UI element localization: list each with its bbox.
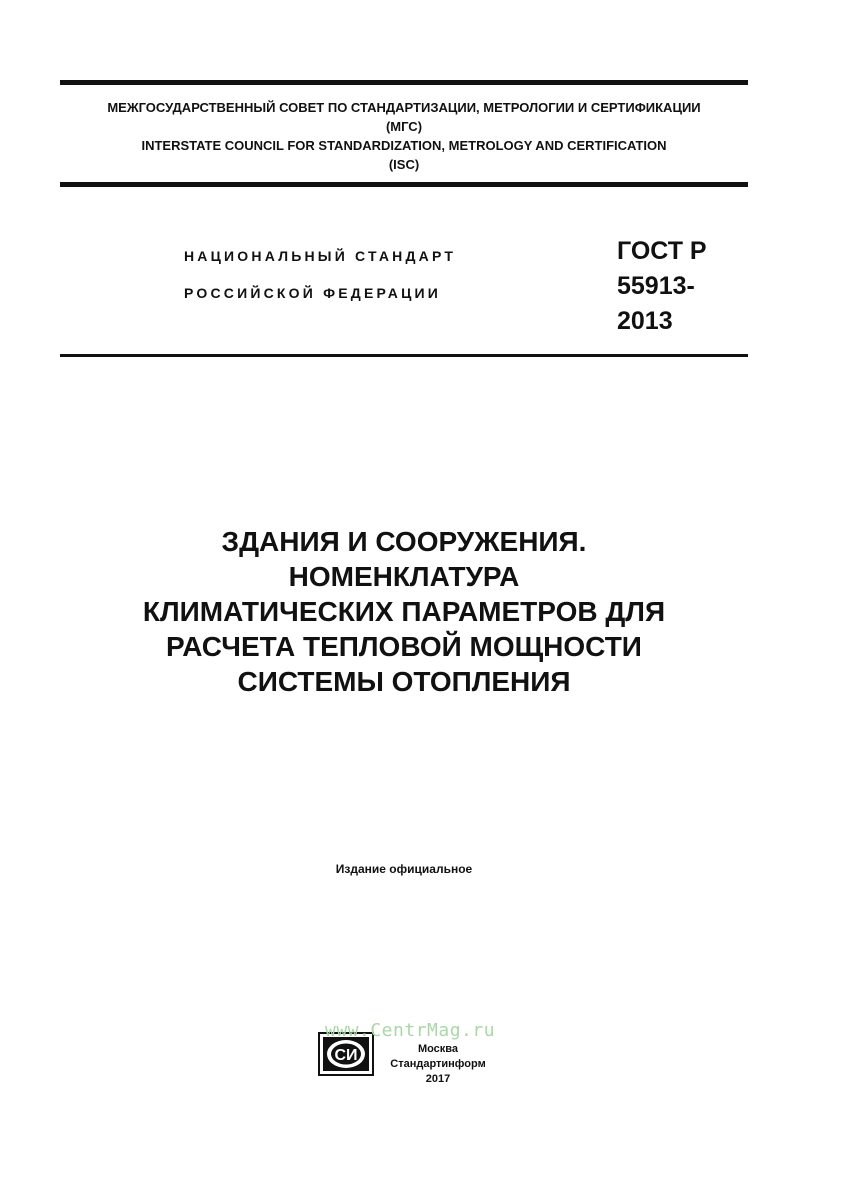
designation-line-2: 55913- bbox=[617, 272, 695, 300]
designation-line-1: ГОСТ Р bbox=[617, 237, 707, 265]
middle-rule bbox=[60, 182, 748, 187]
imprint-city: Москва bbox=[417, 1043, 459, 1055]
designation-line-3: 2013 bbox=[617, 307, 673, 335]
council-abbr-ru: (МГС) bbox=[385, 119, 423, 134]
council-abbr-en: (ISC) bbox=[388, 157, 420, 172]
title-line-2: НОМЕНКЛАТУРА bbox=[288, 561, 520, 592]
edition-note: Издание официальное bbox=[335, 862, 473, 876]
imprint-publisher: Стандартинформ bbox=[390, 1058, 486, 1070]
title-line-5: СИСТЕМЫ ОТОПЛЕНИЯ bbox=[237, 666, 571, 697]
title-line-1: ЗДАНИЯ И СООРУЖЕНИЯ. bbox=[221, 526, 587, 557]
bottom-rule bbox=[60, 354, 748, 357]
standard-designation bbox=[617, 234, 707, 339]
top-rule bbox=[60, 80, 748, 85]
watermark: www.CentrMag.ru bbox=[325, 1020, 496, 1041]
title-line-4: РАСЧЕТА ТЕПЛОВОЙ МОЩНОСТИ bbox=[166, 631, 642, 662]
standard-type-line-2: РОССИЙСКОЙ ФЕДЕРАЦИИ bbox=[184, 285, 442, 301]
council-name-en: INTERSTATE COUNCIL FOR STANDARDIZATION, METROLOGY AND CERTIFICATION bbox=[141, 138, 667, 153]
standard-type-line-1: НАЦИОНАЛЬНЫЙ СТАНДАРТ bbox=[184, 248, 457, 264]
document-title bbox=[60, 524, 748, 699]
council-name-ru: МЕЖГОСУДАРСТВЕННЫЙ СОВЕТ ПО СТАНДАРТИЗАЦИИ, МЕТРОЛОГИИ И СЕРТИФИКАЦИИ bbox=[107, 100, 701, 115]
imprint-year: 2017 bbox=[425, 1073, 451, 1085]
title-line-3: КЛИМАТИЧЕСКИХ ПАРАМЕТРОВ ДЛЯ bbox=[142, 596, 666, 627]
imprint bbox=[383, 1042, 493, 1087]
standard-type bbox=[184, 246, 456, 320]
council-header bbox=[60, 98, 748, 174]
logo-text: СИ bbox=[334, 1047, 358, 1064]
